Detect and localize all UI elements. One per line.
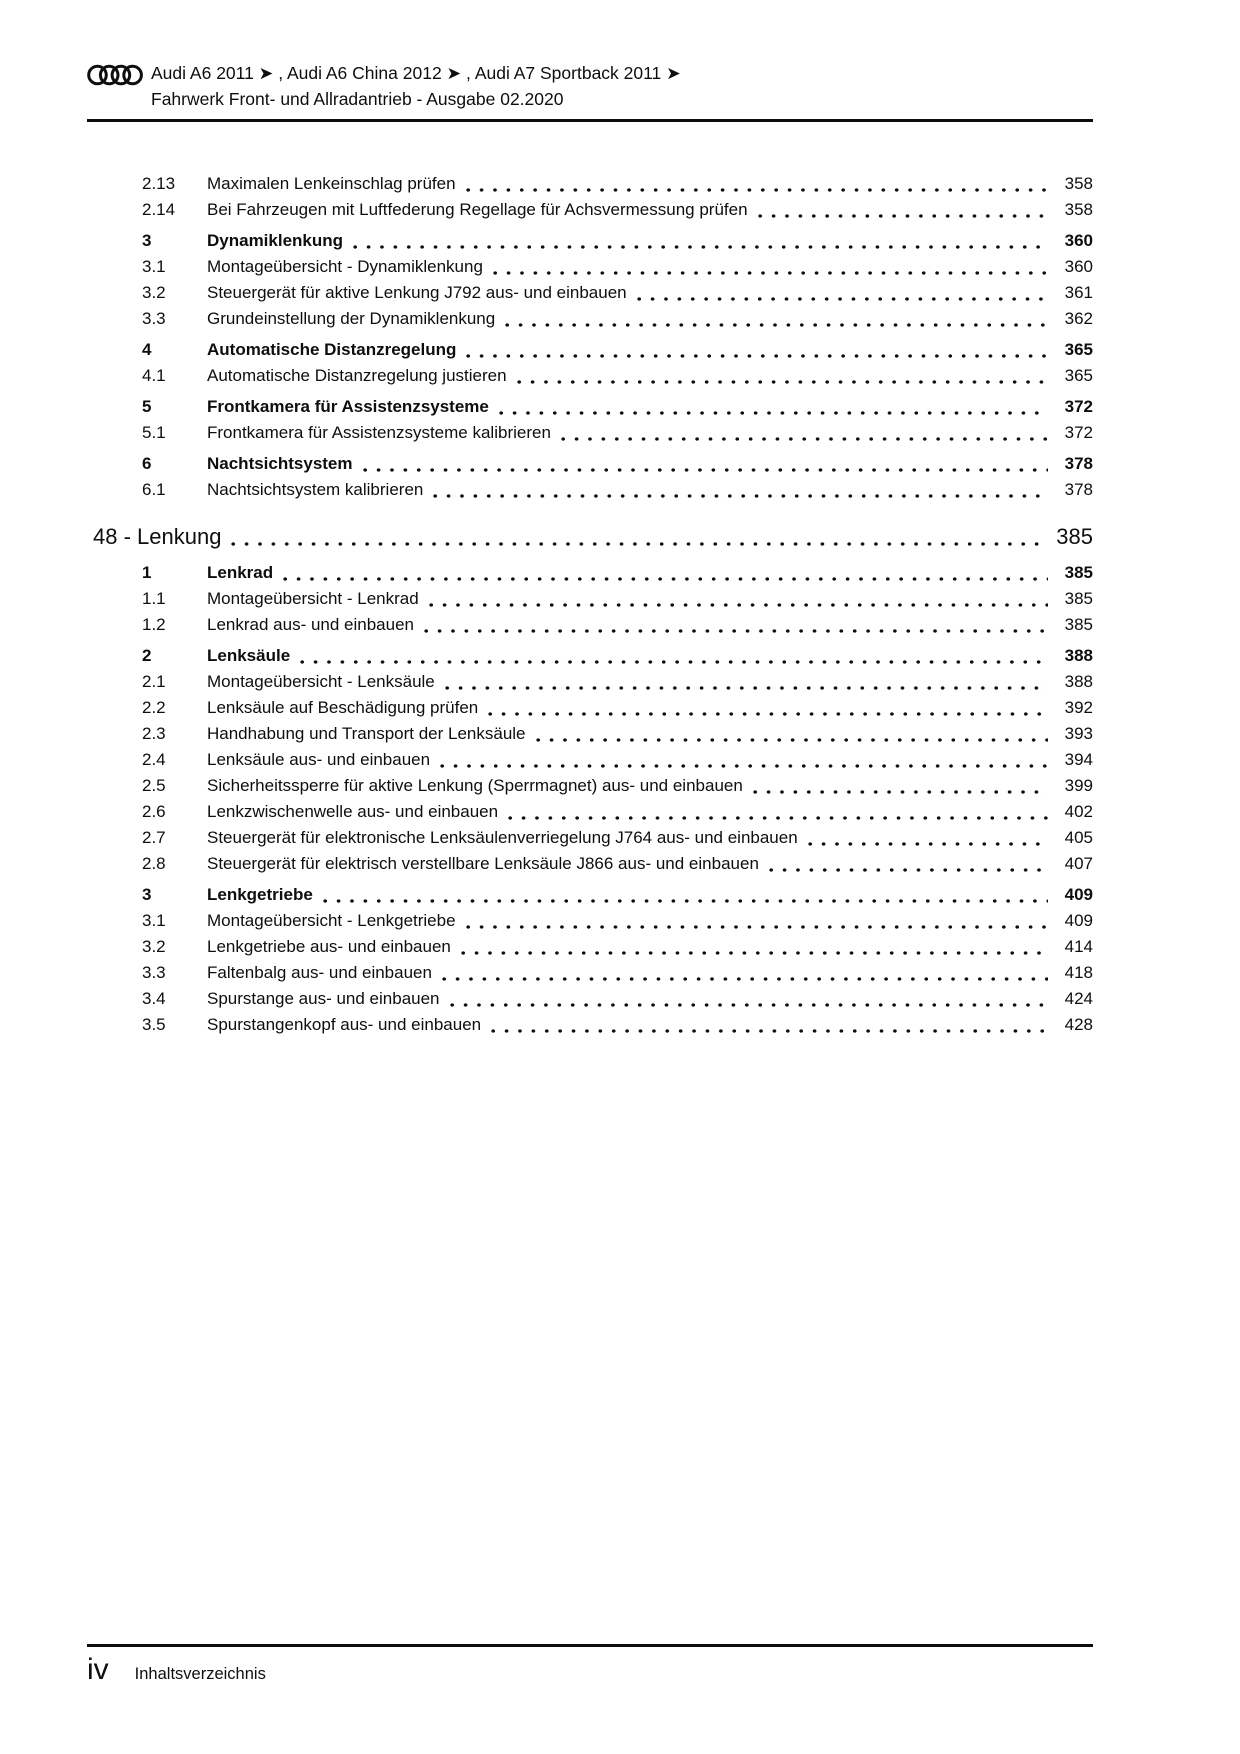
toc-entry-title: Lenkrad aus- und einbauen bbox=[207, 615, 414, 634]
toc-entry-number: 6.1 bbox=[142, 480, 166, 499]
dot-leader bbox=[440, 747, 1048, 773]
toc-entry-title: Montageübersicht - Lenksäule bbox=[207, 672, 435, 691]
toc-entry-number: 3.1 bbox=[142, 911, 166, 930]
toc-entry-number: 2.5 bbox=[142, 776, 166, 795]
toc-row bbox=[142, 1012, 1093, 1038]
toc-entry-page: 407 bbox=[1064, 854, 1093, 873]
dot-leader bbox=[353, 228, 1048, 254]
toc-entry-number: 2.3 bbox=[142, 724, 166, 743]
toc-entry-page: 418 bbox=[1064, 963, 1093, 982]
toc-entry-number: 2.1 bbox=[142, 672, 166, 691]
dot-leader bbox=[758, 197, 1048, 223]
toc-entry-number: 3 bbox=[142, 231, 152, 250]
toc-row bbox=[142, 851, 1093, 877]
toc-entry-page: 385 bbox=[1056, 524, 1093, 549]
dot-leader bbox=[493, 254, 1048, 280]
audi-rings-icon bbox=[87, 63, 143, 87]
dot-leader bbox=[466, 908, 1048, 934]
toc-row bbox=[142, 934, 1093, 960]
dot-leader bbox=[466, 337, 1048, 363]
toc-entry-title: Lenkgetriebe aus- und einbauen bbox=[207, 937, 451, 956]
dot-leader bbox=[561, 420, 1048, 446]
toc-entry-page: 405 bbox=[1064, 828, 1093, 847]
toc-row bbox=[142, 908, 1093, 934]
toc-entry-page: 358 bbox=[1064, 200, 1093, 219]
dot-leader bbox=[442, 960, 1048, 986]
toc-row bbox=[142, 337, 1093, 363]
toc-entry-title: Faltenbalg aus- und einbauen bbox=[207, 963, 432, 982]
toc-entry-title: Sicherheitssperre für aktive Lenkung (Sperrmagnet) aus- und einbauen bbox=[207, 776, 743, 795]
dot-leader bbox=[769, 851, 1048, 877]
toc-entry-title: Lenkzwischenwelle aus- und einbauen bbox=[207, 802, 499, 821]
toc-row bbox=[142, 721, 1093, 747]
toc-entry-number: 3.3 bbox=[142, 963, 166, 982]
toc-entry-title: Bei Fahrzeugen mit Luftfederung Regellage für Achsvermessung prüfen bbox=[207, 200, 748, 219]
toc-entry-page: 365 bbox=[1064, 366, 1093, 385]
toc-entry-page: 378 bbox=[1064, 480, 1093, 499]
toc-entry-title: Steuergerät für elektronische Lenksäulenverriegelung J764 aus- und einbauen bbox=[207, 828, 798, 847]
toc-entry-page: 361 bbox=[1064, 283, 1093, 302]
toc-entry-title: Spurstange aus- und einbauen bbox=[207, 989, 440, 1008]
toc-row bbox=[142, 669, 1093, 695]
header-text bbox=[151, 60, 681, 112]
footer-page-number: iv bbox=[87, 1653, 109, 1686]
toc-entry-title: Montageübersicht - Dynamiklenkung bbox=[207, 257, 483, 276]
toc-entry-number: 3.3 bbox=[142, 309, 166, 328]
toc-entry-number: 3.5 bbox=[142, 1015, 166, 1034]
toc-entry-number: 1.1 bbox=[142, 589, 166, 608]
dot-leader bbox=[424, 612, 1048, 638]
toc-row bbox=[142, 612, 1093, 638]
dot-leader bbox=[466, 171, 1048, 197]
dot-leader bbox=[505, 306, 1048, 332]
toc-entry-page: 372 bbox=[1064, 397, 1093, 416]
toc-entry-page: 409 bbox=[1064, 885, 1093, 904]
toc-entry-number: 1 bbox=[142, 563, 152, 582]
toc-entry-title: Lenkgetriebe bbox=[207, 885, 313, 904]
toc-entry-title: Steuergerät für aktive Lenkung J792 aus- und einbauen bbox=[207, 283, 627, 302]
toc-entry-number: 2.6 bbox=[142, 802, 166, 821]
toc-entry-page: 358 bbox=[1064, 174, 1093, 193]
toc-row bbox=[142, 197, 1093, 223]
page-footer bbox=[87, 1644, 1093, 1687]
toc-entry-title: Nachtsichtsystem bbox=[207, 454, 353, 473]
toc-entry-number: 2.8 bbox=[142, 854, 166, 873]
toc-row bbox=[142, 306, 1093, 332]
toc-entry-number: 4 bbox=[142, 340, 152, 359]
toc-entry-number: 5 bbox=[142, 397, 152, 416]
toc-entry-page: 362 bbox=[1064, 309, 1093, 328]
toc-row bbox=[142, 420, 1093, 446]
toc-row bbox=[142, 586, 1093, 612]
toc-row bbox=[142, 394, 1093, 420]
toc-row bbox=[142, 747, 1093, 773]
dot-leader bbox=[323, 882, 1048, 908]
toc-entry-page: 394 bbox=[1064, 750, 1093, 769]
header-models-line: Audi A6 2011 ➤ , Audi A6 China 2012 ➤ , Audi A7 Sportback 2011 ➤ bbox=[151, 63, 681, 83]
dot-leader bbox=[283, 560, 1048, 586]
toc-row bbox=[142, 280, 1093, 306]
toc-entry-page: 372 bbox=[1064, 423, 1093, 442]
header-edition-line: Fahrwerk Front- und Allradantrieb - Ausgabe 02.2020 bbox=[151, 89, 564, 109]
dot-leader bbox=[363, 451, 1048, 477]
toc-entry-number: 2.2 bbox=[142, 698, 166, 717]
toc-entry-number: 2 bbox=[142, 646, 152, 665]
toc-entry-title: Maximalen Lenkeinschlag prüfen bbox=[207, 174, 456, 193]
toc-entry-title: 48 - Lenkung bbox=[93, 524, 222, 549]
toc-entry-page: 402 bbox=[1064, 802, 1093, 821]
toc-entry-title: Frontkamera für Assistenzsysteme bbox=[207, 397, 489, 416]
toc-row bbox=[142, 560, 1093, 586]
toc-row bbox=[142, 825, 1093, 851]
toc-entry-number: 2.13 bbox=[142, 174, 176, 193]
toc-entry-page: 392 bbox=[1064, 698, 1093, 717]
toc-entry-number: 2.7 bbox=[142, 828, 166, 847]
toc-entry-title: Lenksäule aus- und einbauen bbox=[207, 750, 431, 769]
toc-entry-number: 6 bbox=[142, 454, 152, 473]
toc-entry-page: 428 bbox=[1064, 1015, 1093, 1034]
toc-row bbox=[142, 695, 1093, 721]
toc-entry-title: Lenksäule bbox=[207, 646, 291, 665]
toc-entry-title: Lenkrad bbox=[207, 563, 274, 582]
toc-entry-title: Automatische Distanzregelung bbox=[207, 340, 457, 359]
toc-entry-page: 388 bbox=[1064, 672, 1093, 691]
toc-entry-title: Montageübersicht - Lenkgetriebe bbox=[207, 911, 456, 930]
toc-entry-title: Frontkamera für Assistenzsysteme kalibrieren bbox=[207, 423, 551, 442]
dot-leader bbox=[753, 773, 1048, 799]
toc-entry-number: 3.2 bbox=[142, 937, 166, 956]
dot-leader bbox=[429, 586, 1048, 612]
toc-row bbox=[142, 960, 1093, 986]
dot-leader bbox=[300, 643, 1048, 669]
header-divider bbox=[87, 119, 1093, 122]
dot-leader bbox=[491, 1012, 1048, 1038]
dot-leader bbox=[450, 986, 1048, 1012]
toc-entry-page: 360 bbox=[1064, 257, 1093, 276]
dot-leader bbox=[461, 934, 1048, 960]
toc-entry-title: Dynamiklenkung bbox=[207, 231, 344, 250]
toc-chapter-heading bbox=[93, 521, 1093, 553]
toc-entry-number: 3.1 bbox=[142, 257, 166, 276]
toc-row bbox=[142, 171, 1093, 197]
toc-entry-page: 385 bbox=[1064, 563, 1093, 582]
toc-entry-page: 385 bbox=[1064, 589, 1093, 608]
toc-row bbox=[142, 986, 1093, 1012]
toc-entry-title: Grundeinstellung der Dynamiklenkung bbox=[207, 309, 496, 328]
toc-entry-page: 393 bbox=[1064, 724, 1093, 743]
toc-entry-page: 399 bbox=[1064, 776, 1093, 795]
toc-entry-title: Lenksäule auf Beschädigung prüfen bbox=[207, 698, 479, 717]
toc-entry-title: Steuergerät für elektrisch verstellbare Lenksäule J866 aus- und einbauen bbox=[207, 854, 759, 873]
toc-row bbox=[142, 228, 1093, 254]
toc-entry-number: 3 bbox=[142, 885, 152, 904]
toc-entry-title: Nachtsichtsystem kalibrieren bbox=[207, 480, 424, 499]
dot-leader bbox=[231, 521, 1047, 553]
toc-row bbox=[142, 477, 1093, 503]
toc-row bbox=[142, 643, 1093, 669]
toc-entry-number: 1.2 bbox=[142, 615, 166, 634]
dot-leader bbox=[508, 799, 1048, 825]
toc-entry-number: 5.1 bbox=[142, 423, 166, 442]
footer-divider bbox=[87, 1644, 1093, 1647]
toc-row bbox=[142, 363, 1093, 389]
toc-row bbox=[142, 451, 1093, 477]
toc-entry-number: 2.4 bbox=[142, 750, 166, 769]
dot-leader bbox=[517, 363, 1048, 389]
toc-entry-page: 414 bbox=[1064, 937, 1093, 956]
toc-entry-page: 409 bbox=[1064, 911, 1093, 930]
toc-row bbox=[142, 799, 1093, 825]
footer-section-label: Inhaltsverzeichnis bbox=[134, 1665, 266, 1683]
toc-entry-page: 385 bbox=[1064, 615, 1093, 634]
page-header bbox=[87, 60, 1093, 112]
toc-row bbox=[142, 773, 1093, 799]
dot-leader bbox=[433, 477, 1048, 503]
toc-entry-number: 3.2 bbox=[142, 283, 166, 302]
toc-entry-title: Handhabung und Transport der Lenksäule bbox=[207, 724, 526, 743]
dot-leader bbox=[488, 695, 1048, 721]
toc-entry-title: Automatische Distanzregelung justieren bbox=[207, 366, 507, 385]
dot-leader bbox=[637, 280, 1048, 306]
table-of-contents bbox=[87, 171, 1093, 1038]
dot-leader bbox=[536, 721, 1048, 747]
toc-entry-title: Montageübersicht - Lenkrad bbox=[207, 589, 419, 608]
dot-leader bbox=[499, 394, 1048, 420]
toc-entry-page: 424 bbox=[1064, 989, 1093, 1008]
toc-entry-number: 4.1 bbox=[142, 366, 166, 385]
toc-entry-page: 388 bbox=[1064, 646, 1093, 665]
toc-entry-title: Spurstangenkopf aus- und einbauen bbox=[207, 1015, 482, 1034]
dot-leader bbox=[808, 825, 1048, 851]
toc-entry-page: 360 bbox=[1064, 231, 1093, 250]
toc-entry-number: 3.4 bbox=[142, 989, 166, 1008]
toc-entry-page: 378 bbox=[1064, 454, 1093, 473]
toc-row bbox=[142, 882, 1093, 908]
dot-leader bbox=[445, 669, 1048, 695]
toc-row bbox=[142, 254, 1093, 280]
toc-entry-number: 2.14 bbox=[142, 200, 176, 219]
toc-entry-page: 365 bbox=[1064, 340, 1093, 359]
